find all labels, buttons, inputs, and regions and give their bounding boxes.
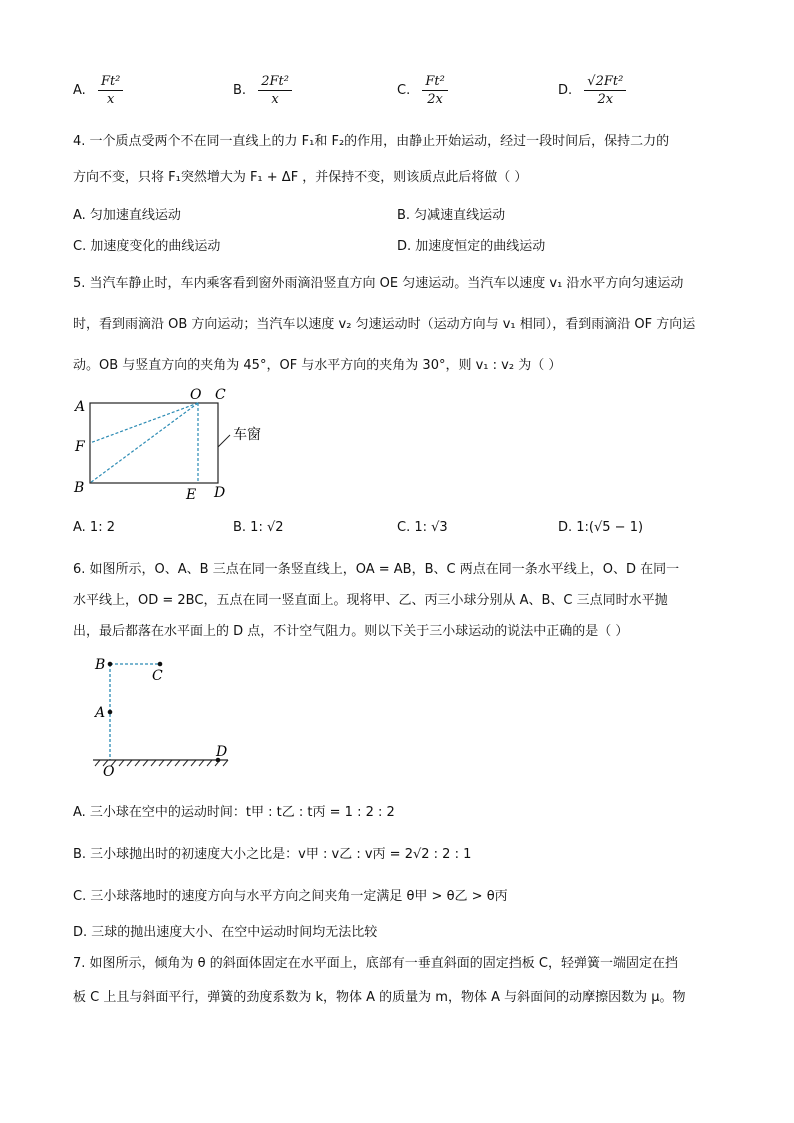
q6-stem-line-1: 6. 如图所示，O、A、B 三点在同一条竖直线上，OA = AB，B、C 两点在同一条水平线上，O、D 在同一 — [73, 562, 680, 577]
q5-stem-line-3: 动。OB 与竖直方向的夹角为 45°，OF 与水平方向的夹角为 30°，则 v₁ : v₂ 为（ ） — [73, 358, 562, 373]
q6-option-d: D. 三球的抛出速度大小、在空中运动时间均无法比较 — [73, 925, 378, 940]
option-label: D. — [558, 83, 573, 98]
q4-option-c: C. 加速度变化的曲线运动 — [73, 239, 221, 254]
point-c — [158, 662, 163, 667]
q6-stem-line-3: 出，最后都落在水平面上的 D 点，不计空气阻力。则以下关于三小球运动的说法中正确的是（ ） — [73, 624, 629, 639]
q4-option-a: A. 匀加速直线运动 — [73, 208, 181, 223]
fraction — [258, 74, 292, 107]
window-label: 车窗 — [233, 427, 261, 443]
q7-stem-line-2: 板 C 上且与斜面平行，弹簧的劲度系数为 k，物体 A 的质量为 m，物体 A 与斜面间的动摩擦因数为 μ。物 — [73, 990, 686, 1005]
q5-option-d: D. 1:(√5 − 1) — [558, 520, 644, 535]
q7-stem-line-1: 7. 如图所示，倾角为 θ 的斜面体固定在水平面上，底部有一垂直斜面的固定挡板 C，轻弹簧一端固定在挡 — [73, 956, 678, 971]
label-c: C — [215, 387, 226, 403]
q3-option-d — [558, 74, 626, 107]
q5-option-c: C. 1: √3 — [397, 520, 448, 535]
q5-option-b: B. 1: √2 — [233, 520, 284, 535]
q6-option-c: C. 三小球落地时的速度方向与水平方向之间夹角一定满足 θ甲 > θ乙 > θ丙 — [73, 889, 508, 904]
label-c: C — [152, 668, 163, 684]
label-d: D — [214, 485, 226, 501]
q3-option-b — [233, 74, 292, 107]
denominator: x — [271, 92, 279, 107]
numerator: √2Ft² — [584, 74, 626, 91]
q6-projectile-figure — [85, 652, 245, 782]
label-o: O — [190, 387, 202, 403]
label-a: A — [75, 399, 86, 415]
numerator: Ft² — [422, 74, 447, 91]
q4-stem-line-1: 4. 一个质点受两个不在同一直线上的力 F₁和 F₂的作用，由静止开始运动，经过一段时间后，保持二力的 — [73, 134, 670, 149]
q5-option-a: A. 1: 2 — [73, 520, 115, 535]
option-label: B. — [233, 83, 247, 98]
fraction — [584, 74, 626, 107]
option-label: C. — [397, 83, 411, 98]
denominator: 2x — [427, 92, 443, 107]
q6-option-a: A. 三小球在空中的运动时间：t甲 : t乙 : t丙 = 1 : 2 : 2 — [73, 805, 395, 820]
window-frame — [90, 403, 218, 483]
q6-stem-line-2: 水平线上，OD = 2BC，五点在同一竖直面上。现将甲、乙、丙三小球分别从 A、B、C 三点同时水平抛 — [73, 593, 668, 608]
q5-stem-line-2: 时，看到雨滴沿 OB 方向运动；当汽车以速度 v₂ 匀速运动时（运动方向与 v₁ 相同），看到雨滴沿 OF 方向运 — [73, 317, 696, 332]
q4-stem-line-2: 方向不变，只将 F₁突然增大为 F₁ + ΔF ，并保持不变，则该质点此后将做（ ） — [73, 170, 528, 185]
q4-option-b: B. 匀减速直线运动 — [397, 208, 506, 223]
label-b: B — [95, 657, 106, 673]
denominator: 2x — [597, 92, 614, 107]
q6-option-b: B. 三小球抛出时的初速度大小之比是：v甲 : v乙 : v丙 = 2√2 : 2 : 1 — [73, 847, 472, 862]
line-of — [90, 403, 198, 443]
q5-window-figure — [70, 385, 290, 505]
q5-stem-line-1: 5. 当汽车静止时，车内乘客看到窗外雨滴沿竖直方向 OE 匀速运动。当汽车以速度 v₁ 沿水平方向匀速运动 — [73, 276, 684, 291]
fraction — [98, 74, 123, 107]
q3-option-c — [397, 74, 448, 107]
label-o: O — [103, 764, 115, 780]
window-pointer — [218, 435, 230, 447]
point-a — [108, 710, 113, 715]
q4-option-d: D. 加速度恒定的曲线运动 — [397, 239, 546, 254]
label-b: B — [74, 480, 85, 496]
numerator: Ft² — [98, 74, 123, 91]
denominator: x — [107, 92, 115, 107]
label-f: F — [75, 439, 85, 455]
ground-hatching — [95, 760, 228, 766]
q3-option-a — [73, 74, 123, 107]
option-label: A. — [73, 83, 86, 98]
numerator: 2Ft² — [258, 74, 292, 91]
label-e: E — [186, 487, 197, 503]
fraction — [422, 74, 447, 107]
label-a: A — [95, 705, 106, 721]
line-ob — [90, 403, 198, 483]
point-b — [108, 662, 113, 667]
label-d: D — [216, 744, 228, 760]
